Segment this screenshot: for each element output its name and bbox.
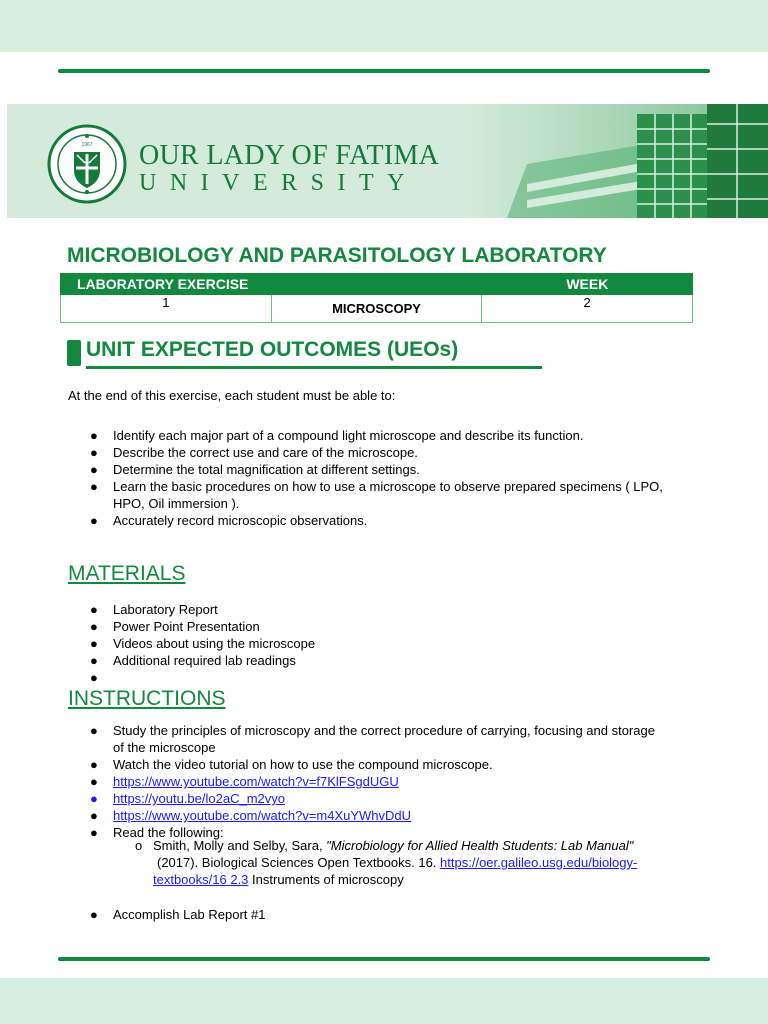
- list-item-text: Power Point Presentation: [113, 619, 260, 634]
- bullet-icon: ●: [90, 907, 98, 922]
- list-item: [90, 601, 315, 618]
- bullet-icon: ●: [90, 670, 98, 685]
- youtube-link-2[interactable]: https://youtu.be/lo2aC_m2vyo: [113, 791, 285, 806]
- bullet-icon: ●: [90, 723, 98, 738]
- final-list: [90, 906, 265, 923]
- reference-section-label: Instruments of microscopy: [248, 872, 404, 887]
- bullet-icon: ●: [90, 513, 98, 528]
- top-rule: [58, 69, 710, 73]
- bullet-icon: ●: [90, 808, 98, 823]
- building-illustration: [467, 104, 768, 218]
- ueo-list: [90, 427, 663, 529]
- list-item: [90, 722, 655, 756]
- reference-text: [135, 837, 680, 888]
- ueo-title: UNIT EXPECTED OUTCOMES (UEOs): [86, 338, 459, 361]
- list-item-text: Laboratory Report: [113, 602, 218, 617]
- reference-publication: (2017). Biological Sciences Open Textbooks. 16.: [157, 855, 441, 870]
- bottom-rule: [58, 957, 710, 961]
- reading-reference: [135, 837, 680, 888]
- exercise-topic: MICROSCOPY: [271, 295, 482, 323]
- university-banner: [7, 104, 768, 218]
- list-item: [90, 427, 663, 444]
- bottom-band: [0, 978, 768, 1024]
- header-week: WEEK: [482, 274, 693, 295]
- reference-authors: Smith, Molly and Selby, Sara,: [153, 838, 327, 853]
- bullet-icon: ●: [90, 445, 98, 460]
- list-item: [90, 512, 663, 529]
- list-item-text: Accurately record microscopic observations.: [113, 513, 368, 528]
- list-item-text: Read the following:: [113, 825, 224, 840]
- list-item-text: Identify each major part of a compound light microscope and describe its function.: [113, 428, 584, 443]
- instructions-list: [90, 722, 655, 841]
- youtube-link-1[interactable]: https://www.youtube.com/watch?v=f7KlFSgdUGU: [113, 774, 399, 789]
- list-item-text: Videos about using the microscope: [113, 636, 316, 651]
- list-item-text: Accomplish Lab Report #1: [113, 907, 266, 922]
- ueo-underline: [86, 366, 542, 369]
- list-item: [90, 807, 655, 824]
- exercise-table: [60, 273, 693, 323]
- sub-bullet-icon: o: [135, 838, 143, 853]
- list-item-text: Determine the total magnification at different settings.: [113, 462, 420, 477]
- week-number: 2: [482, 295, 693, 323]
- bullet-icon: ●: [90, 757, 98, 772]
- ueo-intro: At the end of this exercise, each student must be able to:: [68, 388, 396, 403]
- exercise-table-row: [61, 295, 693, 323]
- top-band: [0, 0, 768, 52]
- youtube-link-3[interactable]: https://www.youtube.com/watch?v=m4XuYWhvDdU: [113, 808, 412, 823]
- list-item: [90, 618, 315, 635]
- bullet-icon: ●: [90, 825, 98, 840]
- page-title: MICROBIOLOGY AND PARASITOLOGY LABORATORY: [67, 244, 607, 267]
- university-name-line2: UNIVERSITY: [139, 170, 418, 196]
- list-item-text-continued: of the microscope: [113, 740, 216, 755]
- list-item-text-continued: HPO, Oil immersion ).: [113, 496, 240, 511]
- list-item-text: Additional required lab readings: [113, 653, 296, 668]
- list-item: [90, 906, 265, 923]
- bullet-icon: ●: [90, 791, 98, 806]
- list-item-text: Describe the correct use and care of the microscope.: [113, 445, 418, 460]
- ueo-heading-bar: [67, 340, 81, 366]
- materials-list: [90, 601, 315, 686]
- header-empty: [271, 274, 482, 295]
- university-seal-icon: [47, 124, 127, 204]
- list-item: [90, 478, 663, 512]
- list-item-text: Study the principles of microscopy and the correct procedure of carrying, focusing and storage: [113, 723, 655, 738]
- university-name-line1: OUR LADY OF FATIMA: [139, 140, 440, 171]
- header-laboratory-exercise: LABORATORY EXERCISE: [61, 274, 272, 295]
- exercise-number: 1: [61, 295, 272, 323]
- exercise-table-header-row: [61, 274, 693, 295]
- list-item: [90, 756, 655, 773]
- bullet-icon: ●: [90, 602, 98, 617]
- reference-link[interactable]: https://oer.galileo.usg.edu/biology-textbooks/16 2.3: [153, 855, 638, 887]
- instructions-heading: INSTRUCTIONS: [68, 687, 226, 710]
- seal-year: 1967: [81, 142, 93, 148]
- list-item: [90, 652, 315, 669]
- reference-title: "Microbiology for Allied Health Students: Lab Manual": [326, 838, 634, 853]
- list-item-text: Watch the video tutorial on how to use the compound microscope.: [113, 757, 493, 772]
- bullet-icon: ●: [90, 479, 98, 494]
- list-item: [90, 790, 655, 807]
- list-item: [90, 669, 315, 686]
- bullet-icon: ●: [90, 619, 98, 634]
- bullet-icon: ●: [90, 774, 98, 789]
- list-item: [90, 635, 315, 652]
- materials-heading: MATERIALS: [68, 562, 186, 585]
- bullet-icon: ●: [90, 636, 98, 651]
- bullet-icon: ●: [90, 462, 98, 477]
- bullet-icon: ●: [90, 653, 98, 668]
- list-item: [90, 461, 663, 478]
- list-item-text: Learn the basic procedures on how to use a microscope to observe prepared specimens ( LPO,: [113, 479, 663, 494]
- bullet-icon: ●: [90, 428, 98, 443]
- list-item: [90, 444, 663, 461]
- list-item: [90, 773, 655, 790]
